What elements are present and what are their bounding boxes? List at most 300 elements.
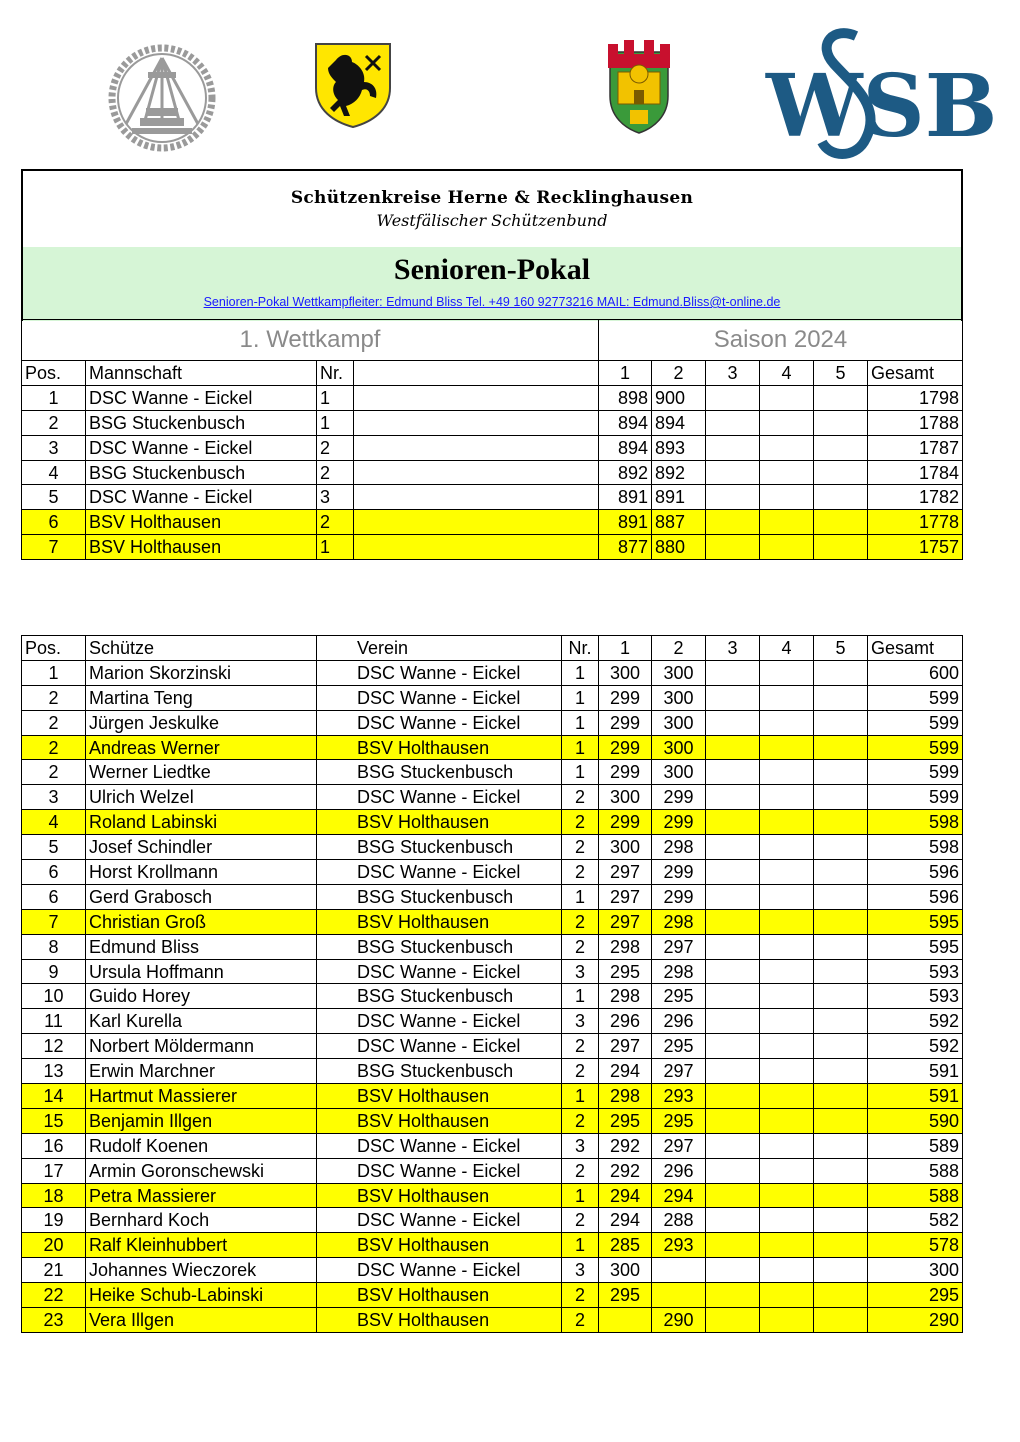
team-name: BSG Stuckenbusch xyxy=(86,460,317,485)
team-position: 4 xyxy=(22,460,86,485)
round-header-row xyxy=(22,320,963,361)
shooter-row xyxy=(22,884,963,909)
shooter-team-number: 2 xyxy=(562,1158,599,1183)
shooter-position: 8 xyxy=(22,934,86,959)
team-total: 1784 xyxy=(868,460,963,485)
shooter-position: 12 xyxy=(22,1034,86,1059)
shooter-name: Rudolf Koenen xyxy=(86,1133,317,1158)
shooter-score-2: 300 xyxy=(652,760,706,785)
shooter-position: 2 xyxy=(22,735,86,760)
shooter-score-2 xyxy=(652,1283,706,1308)
shooter-club: BSV Holthausen xyxy=(317,1233,562,1258)
shooter-position: 10 xyxy=(22,984,86,1009)
team-score-5 xyxy=(814,410,868,435)
shooter-score-2 xyxy=(652,1258,706,1283)
shooter-score-2: 295 xyxy=(652,1108,706,1133)
shooter-score-1: 300 xyxy=(599,660,652,685)
shooter-score-1: 297 xyxy=(599,884,652,909)
shooter-score-3 xyxy=(706,1133,760,1158)
team-score-1: 898 xyxy=(599,385,652,410)
shooter-position: 20 xyxy=(22,1233,86,1258)
shooter-position: 2 xyxy=(22,760,86,785)
shooter-row xyxy=(22,934,963,959)
team-header-cell: Mannschaft xyxy=(86,361,317,386)
shooter-total: 290 xyxy=(868,1308,963,1333)
shooter-position: 14 xyxy=(22,1084,86,1109)
shooter-score-1: 299 xyxy=(599,810,652,835)
shooter-score-5 xyxy=(814,1034,868,1059)
shooter-score-5 xyxy=(814,685,868,710)
team-number: 2 xyxy=(317,435,354,460)
shooter-position: 6 xyxy=(22,884,86,909)
shooter-score-2: 300 xyxy=(652,710,706,735)
wsb-logo xyxy=(764,24,998,162)
shooter-team-number: 1 xyxy=(562,884,599,909)
shooter-score-3 xyxy=(706,959,760,984)
shooter-team-number: 2 xyxy=(562,934,599,959)
shooter-total: 590 xyxy=(868,1108,963,1133)
shooter-club: DSC Wanne - Eickel xyxy=(317,1158,562,1183)
shooter-score-1: 299 xyxy=(599,760,652,785)
shooter-club: DSC Wanne - Eickel xyxy=(317,860,562,885)
shooter-club: DSC Wanne - Eickel xyxy=(317,959,562,984)
shooter-header-cell: Pos. xyxy=(22,636,86,661)
team-total: 1778 xyxy=(868,510,963,535)
shooter-team-number: 1 xyxy=(562,1084,599,1109)
shooter-position: 19 xyxy=(22,1208,86,1233)
shooter-club: BSG Stuckenbusch xyxy=(317,1059,562,1084)
shooter-row xyxy=(22,1258,963,1283)
header-box xyxy=(21,169,963,321)
shooter-total: 593 xyxy=(868,984,963,1009)
shooter-score-4 xyxy=(760,860,814,885)
shooter-score-4 xyxy=(760,1183,814,1208)
shooter-header-cell: 5 xyxy=(814,636,868,661)
shooter-score-5 xyxy=(814,1084,868,1109)
shooter-header-cell: 1 xyxy=(599,636,652,661)
shooter-total: 582 xyxy=(868,1208,963,1233)
shooter-club: BSV Holthausen xyxy=(317,735,562,760)
shooter-team-number: 1 xyxy=(562,760,599,785)
shooter-team-number: 2 xyxy=(562,1034,599,1059)
team-score-4 xyxy=(760,410,814,435)
team-score-5 xyxy=(814,460,868,485)
team-header-cell: 3 xyxy=(706,361,760,386)
shooter-total: 593 xyxy=(868,959,963,984)
shooter-team-number: 2 xyxy=(562,860,599,885)
shooter-row xyxy=(22,984,963,1009)
shooter-total: 599 xyxy=(868,735,963,760)
shooter-score-5 xyxy=(814,835,868,860)
shooter-score-3 xyxy=(706,1034,760,1059)
shooter-row xyxy=(22,810,963,835)
team-score-3 xyxy=(706,385,760,410)
shooter-score-1: 300 xyxy=(599,835,652,860)
shooter-name: Christian Groß xyxy=(86,909,317,934)
shooter-position: 2 xyxy=(22,710,86,735)
shooter-total: 591 xyxy=(868,1084,963,1109)
shooter-name: Hartmut Massierer xyxy=(86,1084,317,1109)
shooter-name: Karl Kurella xyxy=(86,1009,317,1034)
shooter-club: BSG Stuckenbusch xyxy=(317,984,562,1009)
shooter-total: 592 xyxy=(868,1009,963,1034)
team-name: DSC Wanne - Eickel xyxy=(86,485,317,510)
team-position: 2 xyxy=(22,410,86,435)
individual-results-table xyxy=(21,635,963,1333)
shooter-score-1: 292 xyxy=(599,1158,652,1183)
shooter-row xyxy=(22,1208,963,1233)
team-score-4 xyxy=(760,385,814,410)
shooter-score-3 xyxy=(706,685,760,710)
team-score-5 xyxy=(814,510,868,535)
shooter-club: BSG Stuckenbusch xyxy=(317,934,562,959)
shooter-score-5 xyxy=(814,860,868,885)
svg-text:WSB: WSB xyxy=(766,56,998,157)
shooter-score-3 xyxy=(706,1208,760,1233)
shooter-score-3 xyxy=(706,1059,760,1084)
shooter-position: 11 xyxy=(22,1009,86,1034)
team-score-3 xyxy=(706,460,760,485)
shooter-score-1: 300 xyxy=(599,1258,652,1283)
shooter-team-number: 3 xyxy=(562,1133,599,1158)
shooter-score-2: 299 xyxy=(652,785,706,810)
team-score-1: 891 xyxy=(599,485,652,510)
team-score-4 xyxy=(760,435,814,460)
shooter-score-4 xyxy=(760,1283,814,1308)
shooter-row xyxy=(22,1084,963,1109)
shooter-score-4 xyxy=(760,735,814,760)
contact-link[interactable]: Senioren-Pokal Wettkampfleiter: Edmund Bliss Tel. +49 160 92773216 MAIL: Edmund.Bliss@t-online.de xyxy=(203,295,781,309)
shooter-score-3 xyxy=(706,710,760,735)
shooter-name: Heike Schub-Labinski xyxy=(86,1283,317,1308)
team-row xyxy=(22,485,963,510)
shooter-score-1: 295 xyxy=(599,959,652,984)
team-score-5 xyxy=(814,385,868,410)
shooter-total: 596 xyxy=(868,884,963,909)
shooter-score-4 xyxy=(760,685,814,710)
shooter-name: Guido Horey xyxy=(86,984,317,1009)
team-score-2: 900 xyxy=(652,385,706,410)
team-header-cell: 2 xyxy=(652,361,706,386)
team-score-3 xyxy=(706,410,760,435)
shooter-score-5 xyxy=(814,984,868,1009)
shooter-total: 598 xyxy=(868,810,963,835)
shooter-team-number: 2 xyxy=(562,909,599,934)
shooter-score-1: 299 xyxy=(599,710,652,735)
shooter-score-5 xyxy=(814,735,868,760)
team-score-2: 892 xyxy=(652,460,706,485)
shooter-score-2: 296 xyxy=(652,1009,706,1034)
shooter-row xyxy=(22,1034,963,1059)
shooter-position: 1 xyxy=(22,660,86,685)
shooter-score-3 xyxy=(706,984,760,1009)
shooter-total: 599 xyxy=(868,685,963,710)
shooter-club: DSC Wanne - Eickel xyxy=(317,1208,562,1233)
shooter-row xyxy=(22,1059,963,1084)
shooter-score-2: 300 xyxy=(652,660,706,685)
shooter-position: 5 xyxy=(22,835,86,860)
team-row xyxy=(22,460,963,485)
shooter-score-1: 298 xyxy=(599,934,652,959)
shooter-score-4 xyxy=(760,1059,814,1084)
shooter-score-2: 297 xyxy=(652,1133,706,1158)
team-score-2: 894 xyxy=(652,410,706,435)
shooter-team-number: 2 xyxy=(562,1283,599,1308)
shooter-name: Roland Labinski xyxy=(86,810,317,835)
shooter-name: Gerd Grabosch xyxy=(86,884,317,909)
shooter-team-number: 2 xyxy=(562,835,599,860)
team-score-4 xyxy=(760,535,814,560)
shooter-row xyxy=(22,685,963,710)
shooter-score-4 xyxy=(760,1108,814,1133)
shooter-score-1: 295 xyxy=(599,1283,652,1308)
shooter-score-5 xyxy=(814,884,868,909)
shooter-score-2: 297 xyxy=(652,934,706,959)
shooter-score-2: 299 xyxy=(652,810,706,835)
team-row xyxy=(22,410,963,435)
shooter-total: 596 xyxy=(868,860,963,885)
shooter-score-1: 297 xyxy=(599,860,652,885)
shooter-score-2: 299 xyxy=(652,860,706,885)
team-score-5 xyxy=(814,435,868,460)
shooter-name: Josef Schindler xyxy=(86,835,317,860)
shooter-club: DSC Wanne - Eickel xyxy=(317,1258,562,1283)
team-position: 6 xyxy=(22,510,86,535)
competition-banner xyxy=(23,247,961,321)
shooter-score-5 xyxy=(814,1233,868,1258)
shooter-score-5 xyxy=(814,1133,868,1158)
shooter-name: Armin Goronschewski xyxy=(86,1158,317,1183)
shooter-total: 600 xyxy=(868,660,963,685)
shooter-score-2: 288 xyxy=(652,1208,706,1233)
shooter-score-2: 298 xyxy=(652,959,706,984)
shooter-row xyxy=(22,909,963,934)
shooter-score-5 xyxy=(814,1283,868,1308)
shooter-name: Ursula Hoffmann xyxy=(86,959,317,984)
shooter-club: DSC Wanne - Eickel xyxy=(317,785,562,810)
shooter-score-4 xyxy=(760,1158,814,1183)
shooter-score-2: 293 xyxy=(652,1084,706,1109)
shooter-score-1: 300 xyxy=(599,785,652,810)
shooter-position: 22 xyxy=(22,1283,86,1308)
shooter-team-number: 1 xyxy=(562,710,599,735)
shooter-name: Benjamin Illgen xyxy=(86,1108,317,1133)
round-label: 1. Wettkampf xyxy=(22,320,599,361)
team-score-1: 892 xyxy=(599,460,652,485)
shooter-position: 3 xyxy=(22,785,86,810)
shooter-score-5 xyxy=(814,1009,868,1034)
team-score-5 xyxy=(814,485,868,510)
shooter-total: 599 xyxy=(868,710,963,735)
shooter-club: BSV Holthausen xyxy=(317,1308,562,1333)
shooter-score-3 xyxy=(706,735,760,760)
shooter-club: DSC Wanne - Eickel xyxy=(317,710,562,735)
shooter-team-number: 1 xyxy=(562,685,599,710)
shooter-score-5 xyxy=(814,1059,868,1084)
shooter-score-4 xyxy=(760,660,814,685)
shooter-total: 300 xyxy=(868,1258,963,1283)
shooter-score-5 xyxy=(814,710,868,735)
shooter-score-5 xyxy=(814,1158,868,1183)
shooter-club: DSC Wanne - Eickel xyxy=(317,1009,562,1034)
shooter-position: 16 xyxy=(22,1133,86,1158)
shooter-row xyxy=(22,860,963,885)
shooter-score-3 xyxy=(706,1183,760,1208)
team-header-cell: Gesamt xyxy=(868,361,963,386)
shooter-header-cell: 4 xyxy=(760,636,814,661)
team-score-4 xyxy=(760,460,814,485)
city-coat-of-arms-logo xyxy=(604,40,674,134)
shooter-score-4 xyxy=(760,785,814,810)
shooter-score-4 xyxy=(760,984,814,1009)
shooter-row xyxy=(22,959,963,984)
shooter-row xyxy=(22,735,963,760)
team-total: 1798 xyxy=(868,385,963,410)
shooter-name: Marion Skorzinski xyxy=(86,660,317,685)
team-spacer xyxy=(354,460,599,485)
team-total: 1782 xyxy=(868,485,963,510)
shooter-team-number: 2 xyxy=(562,1059,599,1084)
team-position: 7 xyxy=(22,535,86,560)
shooter-team-number: 2 xyxy=(562,1208,599,1233)
shooter-name: Horst Krollmann xyxy=(86,860,317,885)
team-position: 1 xyxy=(22,385,86,410)
shooter-team-number: 2 xyxy=(562,785,599,810)
shooter-score-3 xyxy=(706,1108,760,1133)
shooter-score-2: 295 xyxy=(652,984,706,1009)
team-spacer xyxy=(354,385,599,410)
shooter-score-4 xyxy=(760,835,814,860)
team-header-cell: Pos. xyxy=(22,361,86,386)
shooter-name: Johannes Wieczorek xyxy=(86,1258,317,1283)
shooter-team-number: 3 xyxy=(562,959,599,984)
shooter-position: 18 xyxy=(22,1183,86,1208)
shooter-total: 595 xyxy=(868,909,963,934)
shooter-name: Norbert Möldermann xyxy=(86,1034,317,1059)
shooter-score-4 xyxy=(760,710,814,735)
shooter-score-4 xyxy=(760,760,814,785)
shooter-score-5 xyxy=(814,1208,868,1233)
shooter-position: 7 xyxy=(22,909,86,934)
shooter-club: BSV Holthausen xyxy=(317,1108,562,1133)
shooter-score-3 xyxy=(706,1084,760,1109)
shooter-score-4 xyxy=(760,1009,814,1034)
team-header-cell: 5 xyxy=(814,361,868,386)
shooter-club: DSC Wanne - Eickel xyxy=(317,685,562,710)
shooter-name: Martina Teng xyxy=(86,685,317,710)
shooter-score-3 xyxy=(706,1158,760,1183)
shooter-club: BSG Stuckenbusch xyxy=(317,884,562,909)
shooter-team-number: 2 xyxy=(562,1108,599,1133)
shooter-row xyxy=(22,835,963,860)
team-score-1: 891 xyxy=(599,510,652,535)
shooter-score-4 xyxy=(760,810,814,835)
shooter-score-4 xyxy=(760,1133,814,1158)
shooter-club: DSC Wanne - Eickel xyxy=(317,1133,562,1158)
shooter-name: Werner Liedtke xyxy=(86,760,317,785)
shooter-row xyxy=(22,760,963,785)
team-score-3 xyxy=(706,435,760,460)
shooter-score-4 xyxy=(760,909,814,934)
shooter-score-3 xyxy=(706,1308,760,1333)
team-total: 1757 xyxy=(868,535,963,560)
shooter-club: BSV Holthausen xyxy=(317,810,562,835)
shooter-score-4 xyxy=(760,1084,814,1109)
shooter-score-1: 298 xyxy=(599,984,652,1009)
shooter-position: 17 xyxy=(22,1158,86,1183)
shooter-score-3 xyxy=(706,835,760,860)
shooter-team-number: 1 xyxy=(562,984,599,1009)
shooter-score-3 xyxy=(706,1258,760,1283)
shooter-row xyxy=(22,1183,963,1208)
shooter-score-1: 299 xyxy=(599,735,652,760)
team-number: 1 xyxy=(317,410,354,435)
shooter-name: Edmund Bliss xyxy=(86,934,317,959)
shooter-row xyxy=(22,660,963,685)
team-total: 1787 xyxy=(868,435,963,460)
shooter-score-3 xyxy=(706,810,760,835)
team-score-2: 880 xyxy=(652,535,706,560)
shooter-row xyxy=(22,1233,963,1258)
shooter-score-3 xyxy=(706,1233,760,1258)
shooter-club: BSV Holthausen xyxy=(317,1084,562,1109)
shooter-name: Vera Illgen xyxy=(86,1308,317,1333)
team-number: 3 xyxy=(317,485,354,510)
shooter-position: 23 xyxy=(22,1308,86,1333)
shooter-score-4 xyxy=(760,1208,814,1233)
shooter-score-1: 298 xyxy=(599,1084,652,1109)
shooter-total: 295 xyxy=(868,1283,963,1308)
mining-emblem-logo xyxy=(108,44,216,152)
shooter-score-5 xyxy=(814,1183,868,1208)
shooter-score-4 xyxy=(760,934,814,959)
shooter-score-2: 297 xyxy=(652,1059,706,1084)
team-score-4 xyxy=(760,510,814,535)
shooter-score-2: 298 xyxy=(652,835,706,860)
team-name: BSV Holthausen xyxy=(86,510,317,535)
shooter-score-3 xyxy=(706,785,760,810)
shooter-score-3 xyxy=(706,934,760,959)
shooter-total: 588 xyxy=(868,1158,963,1183)
team-spacer xyxy=(354,410,599,435)
org-title: Schützenkreise Herne & Recklinghausen xyxy=(290,188,694,208)
shooter-name: Ulrich Welzel xyxy=(86,785,317,810)
shooter-total: 589 xyxy=(868,1133,963,1158)
shooter-score-5 xyxy=(814,1308,868,1333)
team-spacer xyxy=(354,535,599,560)
shooter-score-3 xyxy=(706,860,760,885)
team-score-3 xyxy=(706,535,760,560)
shooter-name: Andreas Werner xyxy=(86,735,317,760)
shooter-row xyxy=(22,710,963,735)
shooter-score-1: 294 xyxy=(599,1208,652,1233)
shooter-header-cell: Gesamt xyxy=(868,636,963,661)
shooter-row xyxy=(22,1133,963,1158)
shooter-score-2: 299 xyxy=(652,884,706,909)
shooter-score-1: 285 xyxy=(599,1233,652,1258)
shooter-team-number: 1 xyxy=(562,1183,599,1208)
team-score-3 xyxy=(706,510,760,535)
shooter-score-3 xyxy=(706,760,760,785)
shooter-club: BSV Holthausen xyxy=(317,1283,562,1308)
shooter-total: 578 xyxy=(868,1233,963,1258)
shooter-name: Erwin Marchner xyxy=(86,1059,317,1084)
shooter-score-1: 292 xyxy=(599,1133,652,1158)
team-score-5 xyxy=(814,535,868,560)
shooter-total: 591 xyxy=(868,1059,963,1084)
team-results-table xyxy=(21,319,963,560)
shooter-score-5 xyxy=(814,934,868,959)
